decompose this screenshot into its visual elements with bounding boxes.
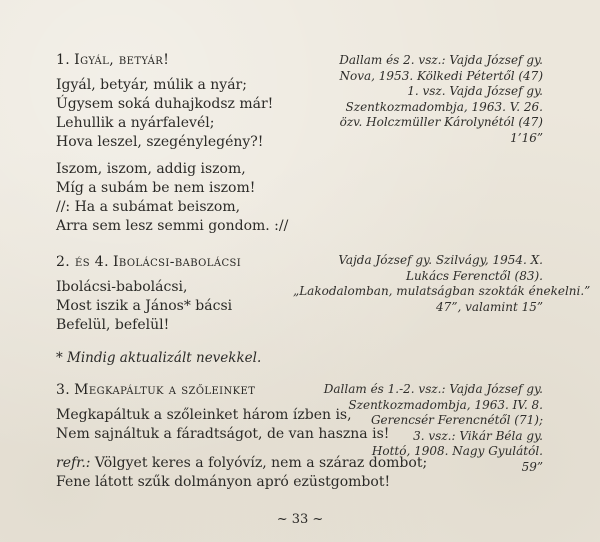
credit-line: Vajda József gy. Szilvágy, 1954. X. — [338, 253, 543, 267]
credit-line: Nova, 1953. Kölkedi Pétertől (47) — [339, 68, 543, 83]
verse-line: Megkapáltuk a szőleinket három ízben is, — [56, 407, 352, 423]
refrain-text: Völgyet keres a folyóvíz, nem a száraz dombot; — [90, 455, 428, 471]
credit-line: „Lakodalomban, mulatságban szokták énekelni.” — [293, 284, 591, 298]
song-title-text: Ibolácsi-babolácsi — [112, 254, 242, 270]
duration: 1’16” — [510, 130, 543, 145]
credit-line: Gerencsér Ferencnétől (71); — [370, 413, 543, 427]
verse-line: Hova leszel, szegénylegény?! — [56, 134, 264, 150]
song-number: 3. — [56, 382, 71, 398]
song-title-text: Igyál, betyár! — [74, 52, 170, 68]
verse-line: //: Ha a subámat beiszom, — [56, 199, 241, 215]
verse-line: Most iszik a János* bácsi — [56, 298, 233, 314]
verse-line: Iszom, iszom, addig iszom, — [56, 161, 246, 177]
song-title-text: Megkapáltuk a szőleinket — [74, 382, 256, 398]
stanza — [56, 160, 356, 236]
song-number: 1. — [56, 52, 71, 68]
page-number: ~ 33 ~ — [276, 512, 324, 527]
credit-line: 3. vsz.: Vikár Béla gy. — [413, 428, 543, 443]
verse-line: Arra sem lesz semmi gondom. :// — [56, 218, 289, 234]
duration: 59” — [521, 459, 543, 474]
credit-line: özv. Holczmüller Károlynétól (47) — [339, 115, 543, 129]
credit-line: Dallam és 1.-2. vsz.: Vajda József gy. — [323, 382, 543, 396]
credit-line: Szentkozmadombja, 1963. V. 26. — [345, 99, 543, 114]
verse-line: Lehullik a nyárfalevél; — [56, 115, 215, 131]
footnote: * Mindig aktualizált nevekkel. — [56, 350, 262, 366]
song-2-credits — [293, 253, 591, 315]
credit-line: Szentkozmadombja, 1963. IV. 8. — [348, 397, 543, 412]
song-1-credits — [293, 53, 543, 146]
verse-line: Nem sajnáltuk a fáradtságot, de van haszna is! — [56, 426, 390, 442]
song-3-credits — [293, 382, 543, 475]
credit-line: Lukács Ferenctől (83). — [405, 268, 543, 283]
verse-line: Fene látott szűk dolmányon apró ezüstgombot! — [56, 474, 391, 490]
verse-line: Igyál, betyár, múlik a nyár; — [56, 77, 247, 93]
verse-line: Úgysem soká duhajkodsz már! — [56, 96, 274, 112]
verse-line: Befelül, befelül! — [56, 317, 170, 333]
verse-line: Míg a subám be nem iszom! — [56, 180, 256, 196]
duration: 47”, valamint 15” — [436, 299, 543, 314]
refrain-label: refr.: — [56, 455, 91, 471]
verse-line: Ibolácsi-babolácsi, — [56, 279, 188, 295]
credit-line: 1. vsz. Vajda József gy. — [407, 84, 543, 98]
credit-line: Dallam és 2. vsz.: Vajda József gy. — [339, 53, 543, 67]
credit-line: Hottó, 1908. Nagy Gyulától. — [371, 444, 543, 458]
song-number: 2. és 4. — [56, 254, 109, 270]
